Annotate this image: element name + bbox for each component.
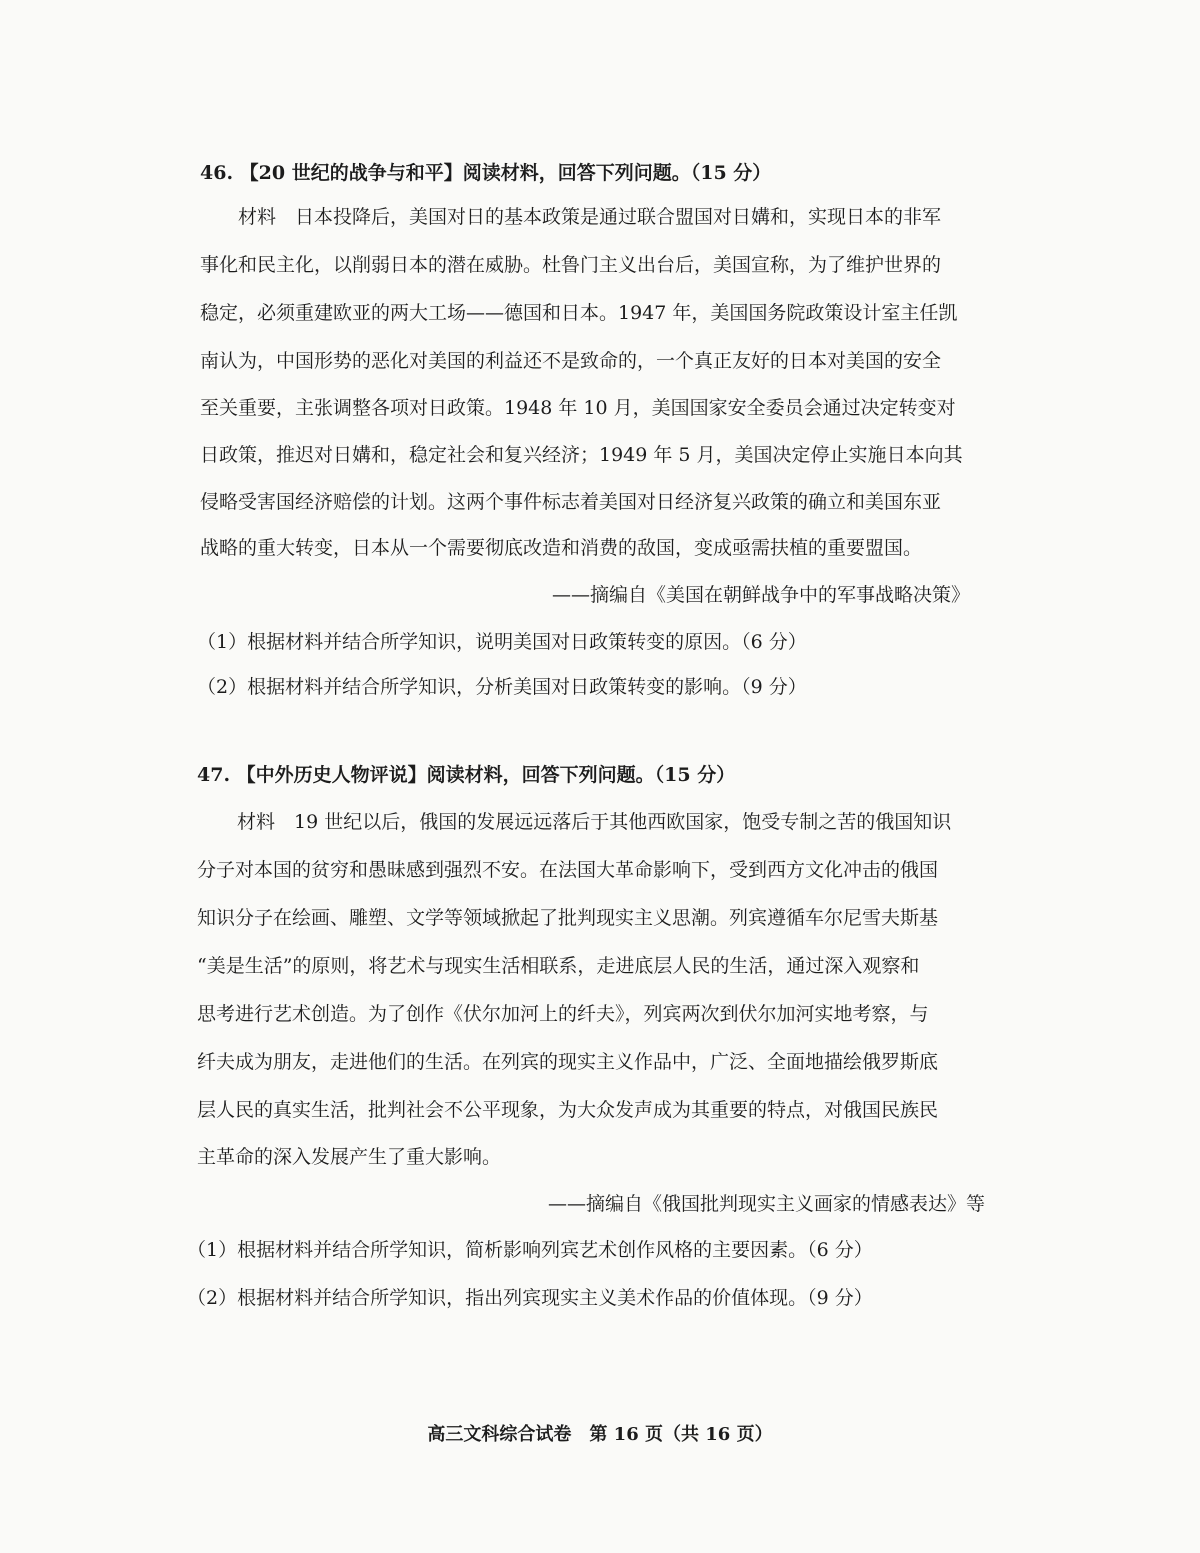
q46-material-line: 事化和民主化，以削弱日本的潜在威胁。杜鲁门主义出台后，美国宣称，为了维护世界的 <box>200 254 942 276</box>
q46-subquestion-2: （2）根据材料并结合所学知识，分析美国对日政策转变的影响。（9 分） <box>197 676 807 698</box>
q47-material-line: 分子对本国的贫穷和愚昧感到强烈不安。在法国大革命影响下，受到西方文化冲击的俄国 <box>197 859 939 881</box>
q46-material-line: 日政策，推迟对日媾和，稳定社会和复兴经济；1949 年 5 月，美国决定停止实施日本向其 <box>200 444 963 466</box>
q47-material-line: 思考进行艺术创造。为了创作《伏尔加河上的纤夫》，列宾两次到伏尔加河实地考察，与 <box>197 1003 929 1025</box>
q46-material-line: 南认为，中国形势的恶化对美国的利益还不是致命的，一个真正友好的日本对美国的安全 <box>200 350 942 372</box>
q47-material-line: 层人民的真实生活，批判社会不公平现象，为大众发声成为其重要的特点，对俄国民族民 <box>197 1099 939 1121</box>
q46-material-line: 战略的重大转变，日本从一个需要彻底改造和消费的敌国，变成亟需扶植的重要盟国。 <box>200 537 923 559</box>
question-46-title: 46. 【20 世纪的战争与和平】阅读材料，回答下列问题。（15 分） <box>200 162 772 184</box>
q47-material-line: 纤夫成为朋友，走进他们的生活。在列宾的现实主义作品中，广泛、全面地描绘俄罗斯底 <box>197 1051 939 1073</box>
q47-material-line: 知识分子在绘画、雕塑、文学等领域掀起了批判现实主义思潮。列宾遵循车尔尼雪夫斯基 <box>197 907 939 929</box>
q46-source: ——摘编自《美国在朝鲜战争中的军事战略决策》 <box>551 584 970 606</box>
q46-material-line: 侵略受害国经济赔偿的计划。这两个事件标志着美国对日经济复兴政策的确立和美国东亚 <box>200 491 942 513</box>
q46-subquestion-1: （1）根据材料并结合所学知识，说明美国对日政策转变的原因。（6 分） <box>197 631 807 653</box>
q47-material-line: 材料 19 世纪以后，俄国的发展远远落后于其他西欧国家，饱受专制之苦的俄国知识 <box>237 811 952 833</box>
q46-material-line: 稳定，必须重建欧亚的两大工场——德国和日本。1947 年，美国国务院政策设计室主任凯 <box>200 302 958 324</box>
page-footer: 高三文科综合试卷 第 16 页（共 16 页） <box>427 1424 773 1445</box>
q47-material-line: “美是生活”的原则，将艺术与现实生活相联系，走进底层人民的生活，通过深入观察和 <box>197 955 920 977</box>
q47-source: ——摘编自《俄国批判现实主义画家的情感表达》等 <box>547 1193 985 1215</box>
q47-subquestion-2: （2）根据材料并结合所学知识，指出列宾现实主义美术作品的价值体现。（9 分） <box>187 1287 873 1309</box>
q47-material-line: 主革命的深入发展产生了重大影响。 <box>197 1146 502 1168</box>
q46-material-line: 材料 日本投降后，美国对日的基本政策是通过联合盟国对日媾和，实现日本的非军 <box>238 206 942 228</box>
question-47-title: 47. 【中外历史人物评说】阅读材料，回答下列问题。（15 分） <box>197 764 736 786</box>
q47-subquestion-1: （1）根据材料并结合所学知识，简析影响列宾艺术创作风格的主要因素。（6 分） <box>187 1239 873 1261</box>
q46-material-line: 至关重要，主张调整各项对日政策。1948 年 10 月，美国国家安全委员会通过决定转变对 <box>200 397 956 419</box>
